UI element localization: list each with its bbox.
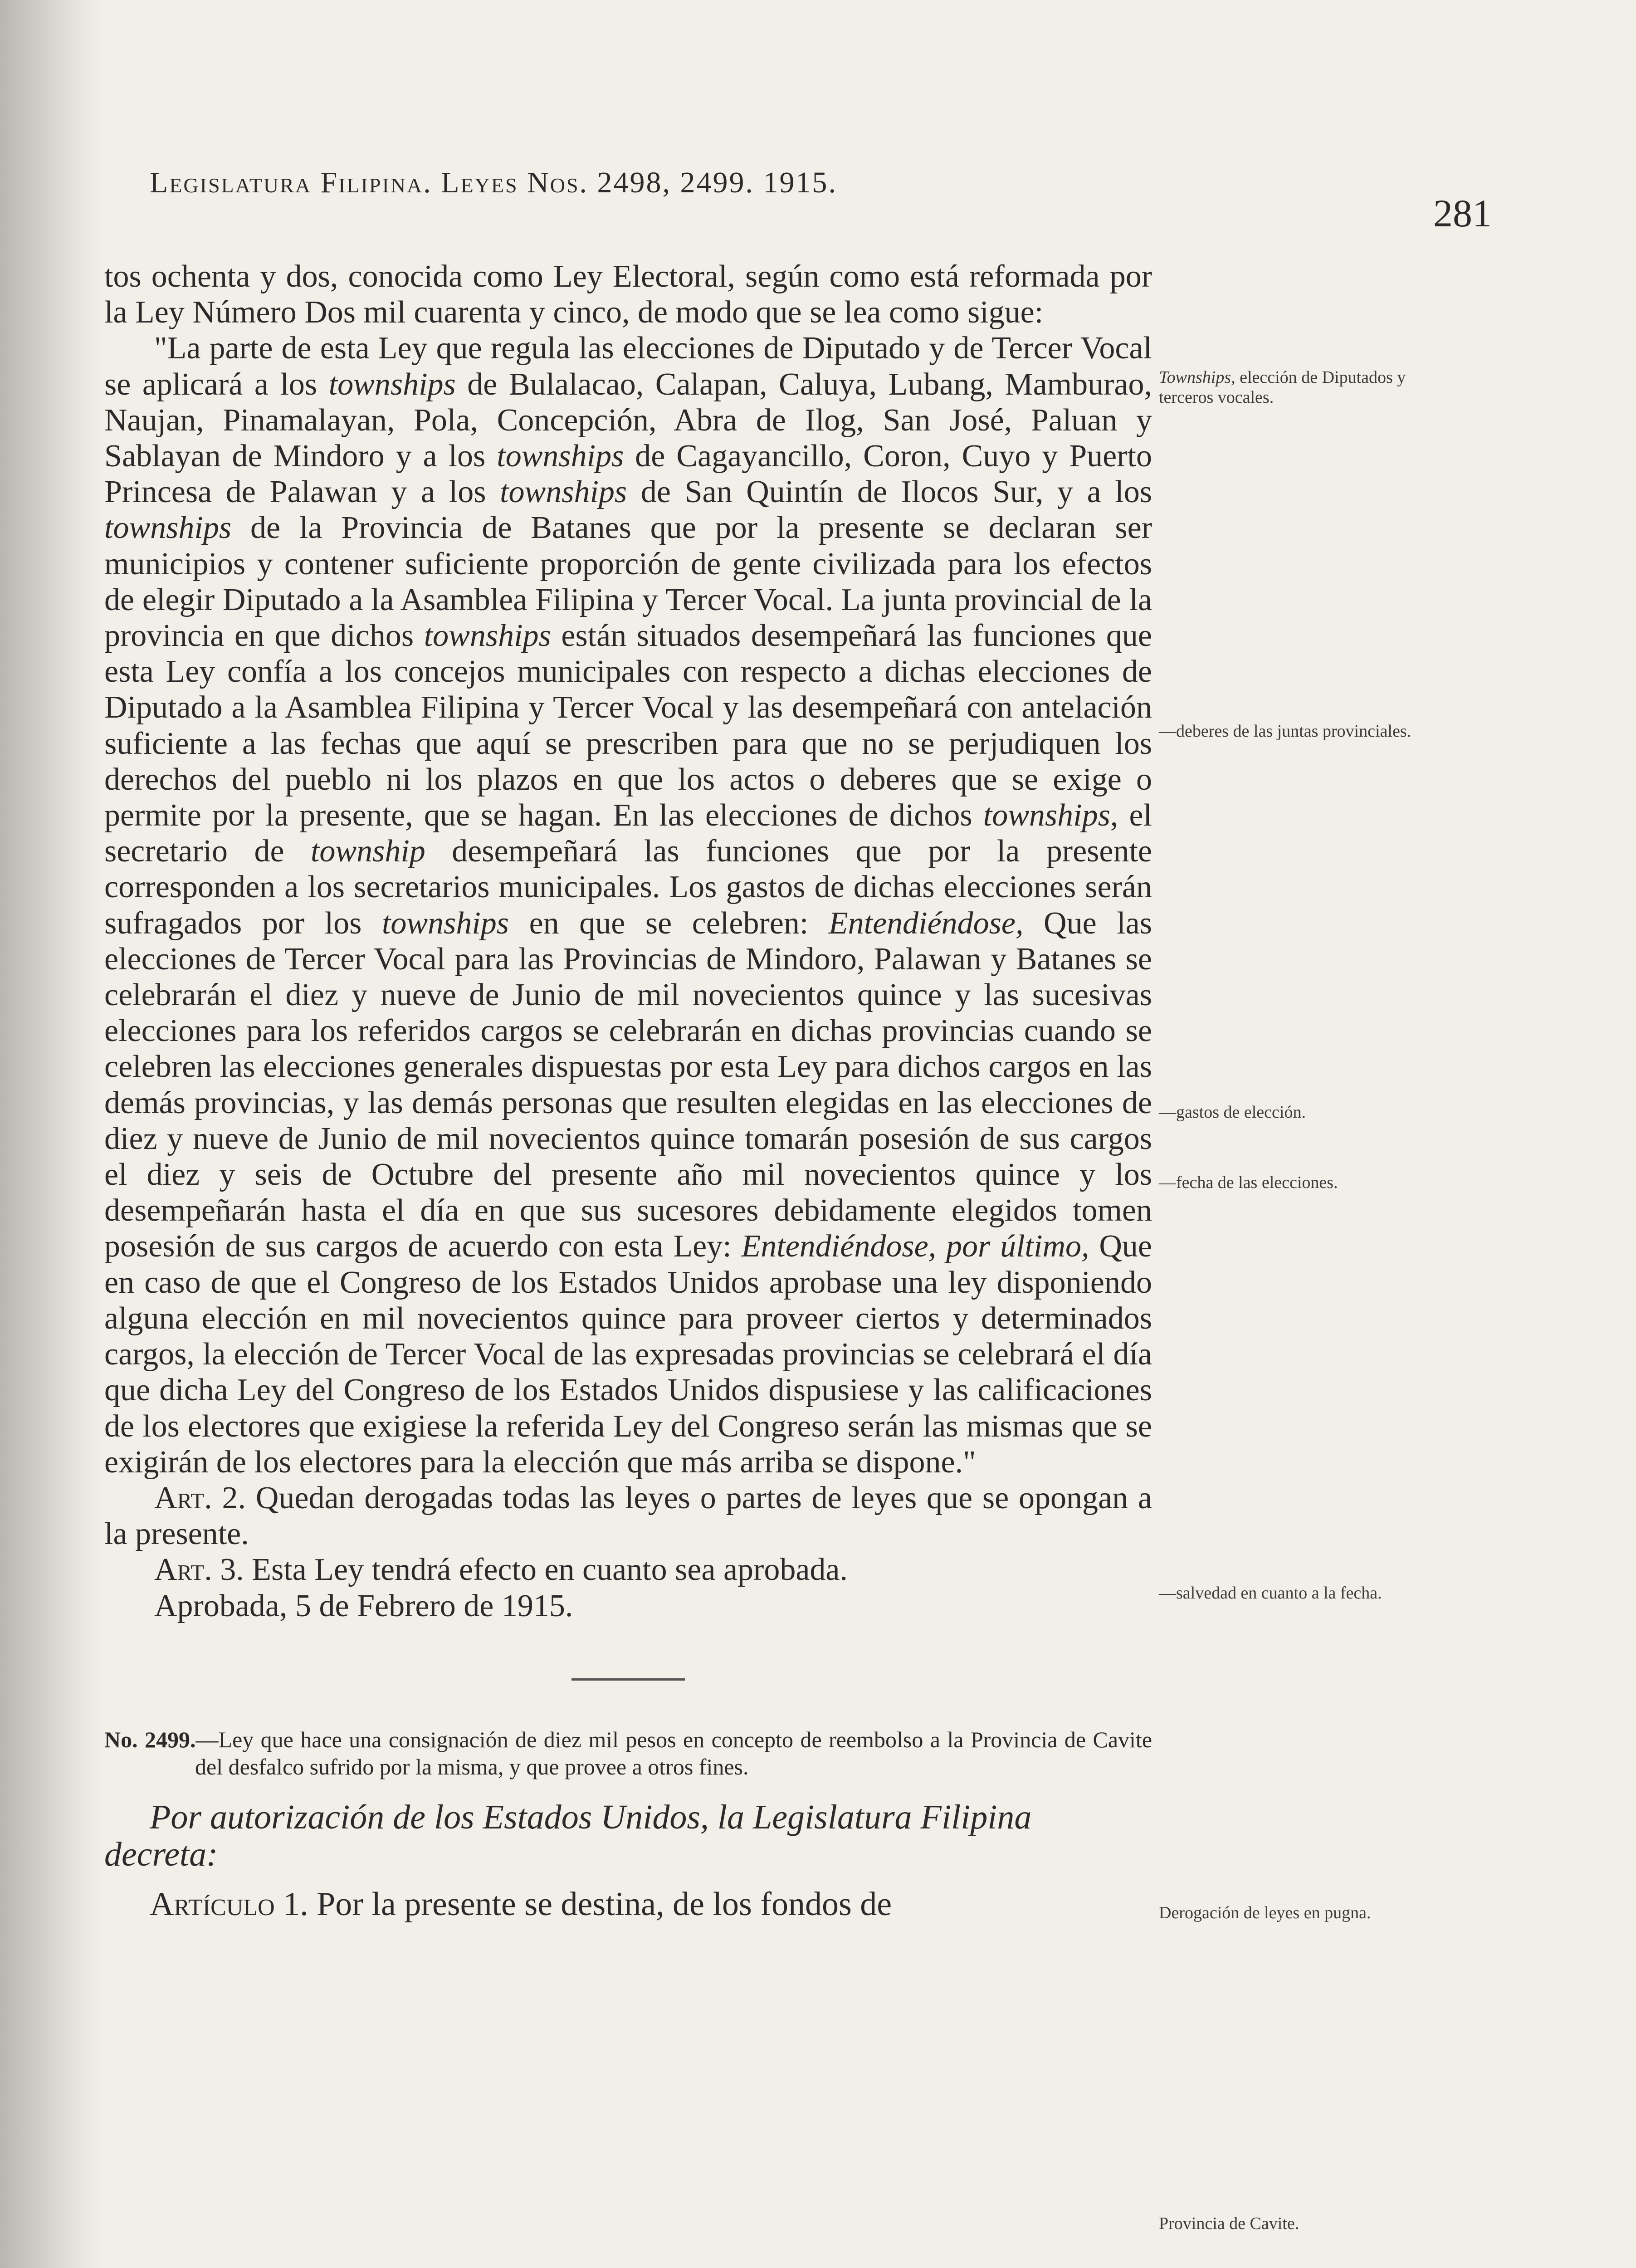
enacting-clause: Por autorización de los Estados Unidos, la Legislatura Filipina decreta:: [104, 1798, 1032, 1873]
article-2: Art. 2. Quedan derogadas todas las leyes o partes de leyes que se opongan a la presente.: [104, 1480, 1152, 1552]
paragraph-intro: tos ochenta y dos, conocida como Ley Electoral, según como está reformada por la Ley Número Dos mil cuarenta y cinco, de modo que se lea como sigue:: [104, 259, 1152, 330]
margin-note-provincia: Provincia de Cavite.: [1159, 2214, 1299, 2233]
law-2499-heading: No. 2499.—Ley que hace una consignación de diez mil pesos en concepto de reembolso a la Provincia de Cavite del desfalco sufrido por la misma, y que provee a otros fines.: [104, 1726, 1153, 1779]
page-number: 281: [1433, 191, 1492, 235]
margin-note-gastos: —gastos de elección.: [1159, 1103, 1306, 1122]
article-3: Art. 3. Esta Ley tendrá efecto en cuanto sea aprobada.: [154, 1552, 848, 1588]
paragraph-amended-section: "La parte de esta Ley que regula las elecciones de Diputado y de Tercer Vocal se aplicará a los townships de Bulalacao, Calapan, Caluya, Lubang, Mamburao, Naujan, Pinamalayan, Pola, Concepción, Abra de Ilog, San José, Paluan y Sablayan de Mindoro y a los townships de Cagayancillo, Coron, Cuyo y Puerto Princesa de Palawan y a los townships de San Quintín de Ilocos Sur, y a los townships de la Provincia de Batanes que por la presente se declaran ser municipios y contener suficiente proporción de gente civilizada para los efectos de elegir Diputado a la Asamblea Filipina y Tercer Vocal. La junta provincial de la provincia en que dichos townships están situados desempeñará las funciones que esta Ley confía a los concejos municipales con respecto a dichas elecciones de Diputado a la Asamblea Filipina y Tercer Vocal y las desempeñará con antelación suficiente a las fechas que aquí se prescriben para que no se perjudiquen los derechos del pueblo ni los plazos en que los actos o deberes que se exige o permite por la presente, que se hagan. En las elecciones de dichos townships, el secretario de township desempeñará las funciones que por la presente corresponden a los secretarios municipales. Los gastos de dichas elecciones serán sufragados por los townships en que se celebren: Entendiéndose, Que las elecciones de Tercer Vocal para las Provincias de Mindoro, Palawan y Batanes se celebrarán el diez y nueve de Junio de mil novecientos quince y las sucesivas elecciones para los referidos cargos se celebrarán en dichas provincias cuando se celebren las elecciones generales dispuestas por esta Ley para dichos cargos en las demás provincias, y las demás personas que resulten elegidas en las elecciones de diez y nueve de Junio de mil novecientos quince tomarán posesión de sus cargos el diez y seis de Octubre del presente año mil novecientos quince y los desempeñarán hasta el día en que sus sucesores debidamente elegidos tomen posesión de sus cargos de acuerdo con esta Ley: Entendiéndose, por último, Que en caso de que el Congreso de los Estados Unidos aprobase una ley disponiendo alguna elección en mil novecientos quince para proveer ciertos y determinados cargos, la elección de Tercer Vocal de las expresadas provincias se celebrará el día que dicha Ley del Congreso de los Estados Unidos dispusiese y las calificaciones de los electores que exigiese la referida Ley del Congreso serán las mismas que se exigirán de los electores para la elección que más arriba se dispone.": [104, 331, 1153, 1480]
margin-note-fecha: —fecha de las elecciones.: [1159, 1173, 1338, 1192]
margin-note-salvedad: —salvedad en cuanto a la fecha.: [1159, 1584, 1382, 1603]
approval-date: Aprobada, 5 de Febrero de 1915.: [154, 1588, 573, 1623]
margin-note-deberes: —deberes de las juntas provinciales.: [1159, 722, 1411, 741]
law-2499-article-1: Artículo 1. Por la presente se destina, de los fondos de: [150, 1885, 892, 1923]
running-head: Legislatura Filipina. Leyes Nos. 2498, 2499. 1915.: [150, 166, 838, 199]
margin-note-townships: Townships, elección de Diputados y terceros vocales.: [1159, 368, 1406, 407]
book-spine-shadow: [0, 0, 104, 2268]
main-text-column: [104, 259, 1152, 1922]
section-divider: [571, 1678, 685, 1681]
margin-note-derogacion: Derogación de leyes en pugna.: [1159, 1903, 1371, 1922]
